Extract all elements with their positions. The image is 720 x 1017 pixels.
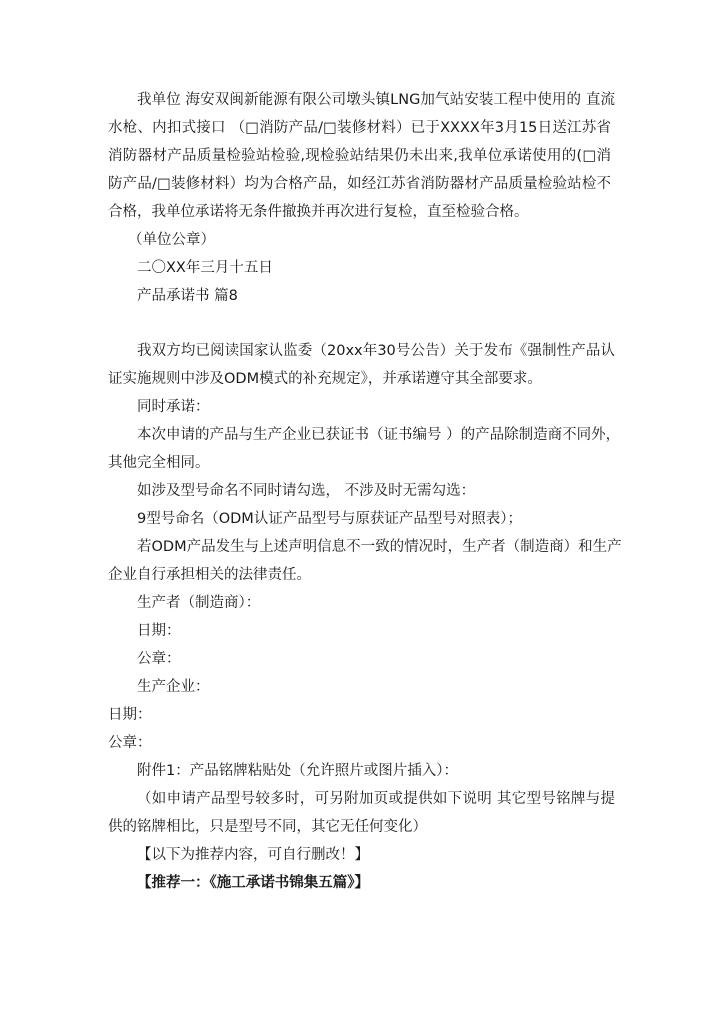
also-pledge-label: 同时承诺： [137, 399, 210, 415]
section-heading: 产品承诺书 篇8 [137, 288, 238, 304]
model-naming-item: 9型号命名（ODM认证产品型号与原获证产品型号对照表）； [137, 511, 523, 527]
pledge-8-para-2-line-2: 其他完全相同。 [108, 455, 210, 471]
pledge-7-date: 二〇XX年三月十五日 [137, 260, 273, 276]
pledge-8-para-1-line-2: 证实施规则中涉及ODM模式的补充规定》，并承诺遵守其全部要求。 [108, 371, 542, 387]
manufacturer-label: 生产者（制造商）： [137, 595, 261, 611]
liability-line-2: 企业自行承担相关的法律责任。 [108, 567, 311, 583]
liability-line-1: 若ODM产品发生与上述声明信息不一致的情况时，生产者（制造商）和生产 [137, 539, 622, 555]
recommendation-link[interactable]: 【推荐一：《施工承诺书锦集五篇》】 [137, 875, 369, 891]
attachment-note-line-1: （如申请产品型号较多时，可另附加页或提供如下说明 其它型号铭牌与提 [137, 791, 615, 807]
pledge-7-line-1: 我单位 海安双闽新能源有限公司墩头镇LNG加气站安装工程中使用的 直流 [137, 92, 615, 108]
unit-seal-label: （单位公章） [128, 232, 215, 248]
producer-label: 生产企业： [137, 679, 210, 695]
pledge-8-para-2-line-1: 本次申请的产品与生产企业已获证书（证书编号 ）的产品除制造商不同外， [137, 427, 621, 443]
model-naming-note: 如涉及型号命名不同时请勾选， 不涉及时无需勾选： [137, 483, 476, 499]
pledge-7-line-4: 防产品/□装修材料）均为合格产品，如经江苏省消防器材产品质量检验站检不 [108, 176, 611, 192]
recommendation-notice: 【以下为推荐内容，可自行删改！】 [137, 847, 369, 863]
attachment-note-line-2: 供的铭牌相比，只是型号不同，其它无任何变化） [108, 819, 427, 835]
seal-label: 公章： [108, 735, 152, 751]
pledge-7-line-5: 合格，我单位承诺将无条件撤换并再次进行复检，直至检验合格。 [108, 204, 529, 220]
date-label: 日期： [137, 623, 181, 639]
pledge-7-line-2: 水枪、内扣式接口 （□消防产品/□装修材料）已于XXXX年3月15日送江苏省 [108, 120, 611, 136]
attachment-1-label: 附件1：产品铭牌粘贴处（允许照片或图片插入）： [137, 763, 458, 779]
pledge-8-para-1-line-1: 我双方均已阅读国家认监委（20xx年30号公告）关于发布《强制性产品认 [137, 343, 615, 359]
seal-label: 公章： [137, 651, 181, 667]
date-label: 日期： [108, 707, 152, 723]
pledge-7-line-3: 消防器材产品质量检验站检验,现检验站结果仍未出来,我单位承诺使用的(□消 [108, 148, 611, 164]
